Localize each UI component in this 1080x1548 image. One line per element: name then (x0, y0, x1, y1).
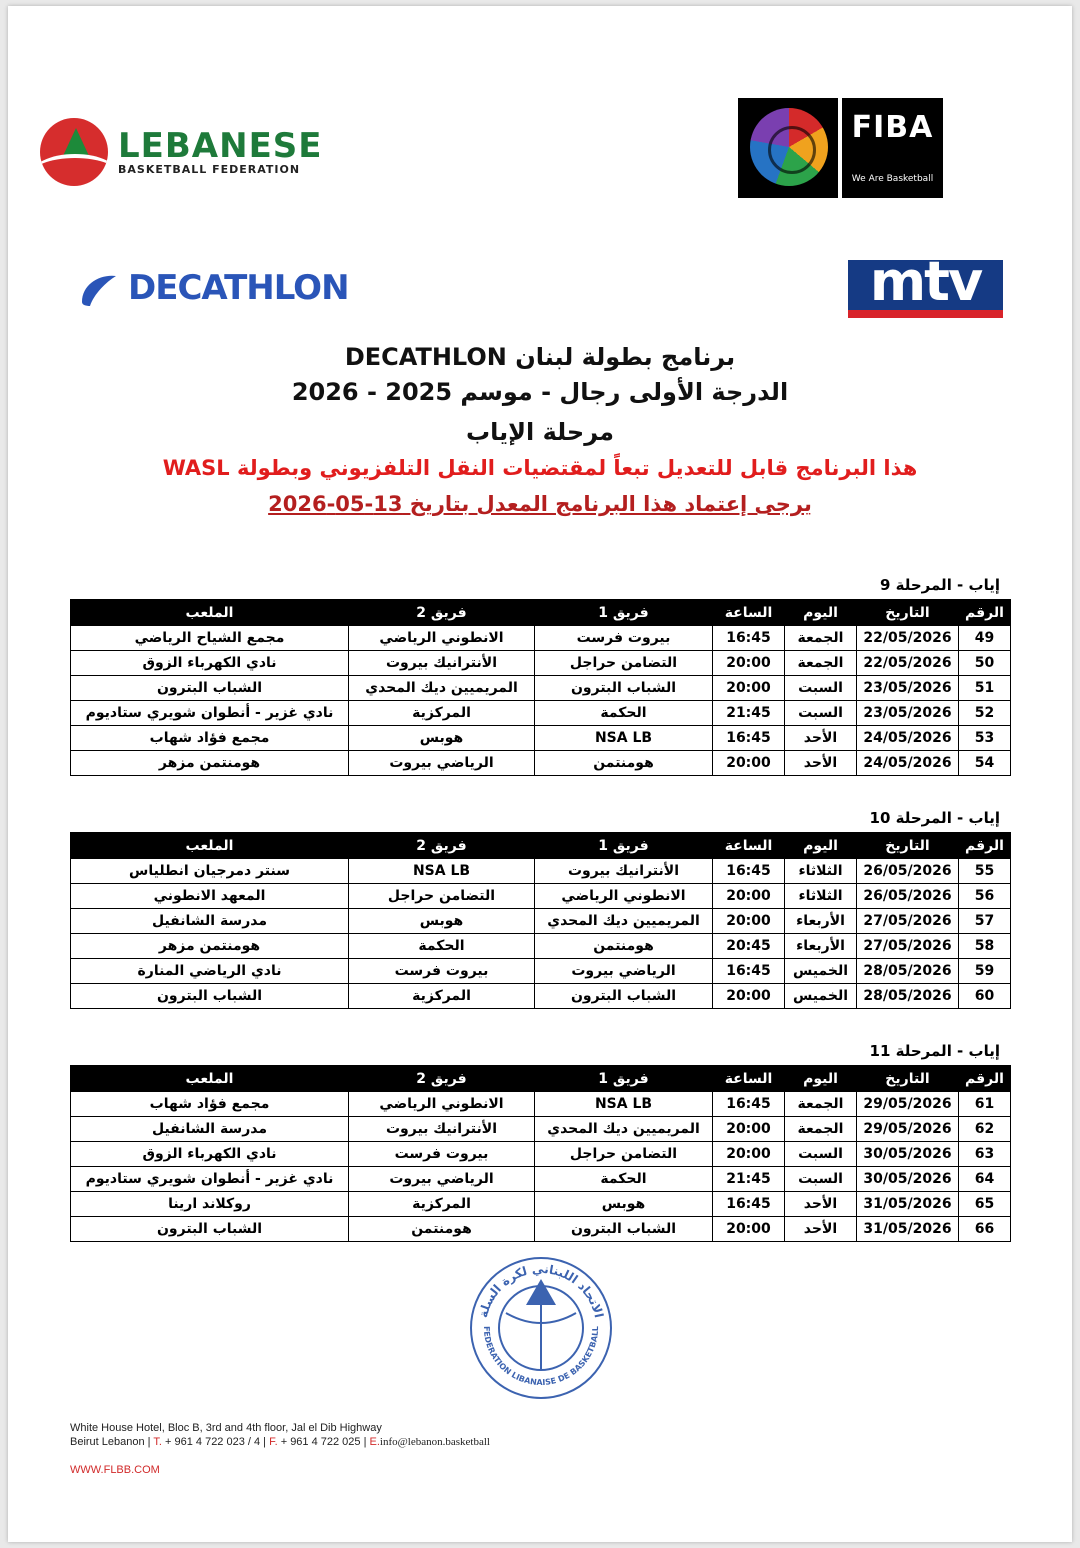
col-day: الجمعة (785, 1092, 857, 1117)
federation-stamp-icon (466, 1253, 616, 1403)
col-team1: بيروت فرست (535, 626, 713, 651)
schedule-table-stage-10 (70, 832, 1011, 1009)
col-day: السبت (785, 701, 857, 726)
footer-email[interactable]: info@lebanon.basketball (379, 1436, 490, 1448)
col-day: الثلاثاء (785, 859, 857, 884)
header-col-number: الرقم (959, 833, 1011, 859)
col-day: الأحد (785, 1192, 857, 1217)
col-venue: هومنتمن مزهر (71, 934, 349, 959)
decathlon-logo-text: DECATHLON (128, 268, 349, 308)
header-col-venue: الملعب (71, 1066, 349, 1092)
footer-fax-label: F. (269, 1436, 278, 1448)
col-venue: مجمع الشياح الرياضي (71, 626, 349, 651)
col-team1: الشباب البترون (535, 1217, 713, 1242)
header-col-team1: فريق 1 (535, 1066, 713, 1092)
col-number: 52 (959, 701, 1011, 726)
stage-title: إياب - المرحلة 9 (879, 576, 1000, 594)
col-team1: الانطوني الرياضي (535, 884, 713, 909)
col-team2: المركزية (349, 701, 535, 726)
col-time: 16:45 (713, 626, 785, 651)
col-day: الأربعاء (785, 934, 857, 959)
footer-email-label: E. (369, 1436, 380, 1448)
col-date: 26/05/2026 (857, 884, 959, 909)
col-team2: المركزية (349, 1192, 535, 1217)
footer-city: Beirut Lebanon | (70, 1436, 154, 1448)
col-team1: المريميين ديك المحدي (535, 909, 713, 934)
col-date: 22/05/2026 (857, 626, 959, 651)
col-number: 57 (959, 909, 1011, 934)
col-day: الأحد (785, 726, 857, 751)
col-team2: الانطوني الرياضي (349, 626, 535, 651)
header-col-team1: فريق 1 (535, 833, 713, 859)
table-row (71, 626, 1011, 651)
col-number: 51 (959, 676, 1011, 701)
footer-address: White House Hotel, Bloc B, 3rd and 4th floor, Jal el Dib Highway (70, 1422, 382, 1434)
table-row (71, 884, 1011, 909)
col-venue: هومنتمن مزهر (71, 751, 349, 776)
col-date: 28/05/2026 (857, 959, 959, 984)
col-team2: هوبس (349, 726, 535, 751)
col-venue: روكلاند ارينا (71, 1192, 349, 1217)
col-date: 29/05/2026 (857, 1092, 959, 1117)
col-date: 22/05/2026 (857, 651, 959, 676)
col-team1: التضامن حراجل (535, 651, 713, 676)
col-team2: الأنترانيك بيروت (349, 651, 535, 676)
col-team2: الرياضي بيروت (349, 751, 535, 776)
header-col-team1: فريق 1 (535, 600, 713, 626)
col-team1: هومنتمن (535, 934, 713, 959)
fiba-title: FIBA (851, 110, 934, 145)
decathlon-swoosh-icon (78, 272, 118, 308)
col-time: 20:00 (713, 884, 785, 909)
col-time: 16:45 (713, 859, 785, 884)
table-row (71, 751, 1011, 776)
col-date: 23/05/2026 (857, 701, 959, 726)
col-number: 62 (959, 1117, 1011, 1142)
col-number: 54 (959, 751, 1011, 776)
col-team1: الرياضي بيروت (535, 959, 713, 984)
col-day: الخميس (785, 959, 857, 984)
col-number: 50 (959, 651, 1011, 676)
col-number: 63 (959, 1142, 1011, 1167)
table-header-row (71, 600, 1011, 626)
table-header-row (71, 833, 1011, 859)
schedule-table-stage-11 (70, 1065, 1011, 1242)
col-day: الجمعة (785, 651, 857, 676)
col-team1: NSA LB (535, 1092, 713, 1117)
table-row (71, 1167, 1011, 1192)
header-col-team2: فريق 2 (349, 833, 535, 859)
col-number: 58 (959, 934, 1011, 959)
col-team2: الرياضي بيروت (349, 1167, 535, 1192)
header-col-day: اليوم (785, 833, 857, 859)
col-time: 16:45 (713, 1192, 785, 1217)
fiba-ball-icon (738, 98, 838, 198)
col-team1: الشباب البترون (535, 676, 713, 701)
col-venue: المعهد الانطوني (71, 884, 349, 909)
notice-line-1: هذا البرنامج قابل للتعديل تبعاً لمقتضيات النقل التلفزيوني وبطولة WASL (162, 456, 918, 480)
table-row (71, 701, 1011, 726)
col-day: الجمعة (785, 1117, 857, 1142)
col-number: 56 (959, 884, 1011, 909)
col-team1: هوبس (535, 1192, 713, 1217)
col-team1: الحكمة (535, 701, 713, 726)
footer-phone-label: T. (153, 1436, 162, 1448)
table-row (71, 651, 1011, 676)
table-row (71, 726, 1011, 751)
footer-fax: + 961 4 722 025 | (277, 1436, 370, 1448)
col-venue: سنتر دمرجيان انطلياس (71, 859, 349, 884)
col-venue: نادي الكهرباء الزوق (71, 1142, 349, 1167)
table-row (71, 1217, 1011, 1242)
header-col-number: الرقم (959, 600, 1011, 626)
col-date: 24/05/2026 (857, 751, 959, 776)
col-day: السبت (785, 676, 857, 701)
col-time: 20:00 (713, 984, 785, 1009)
col-day: الأحد (785, 751, 857, 776)
table-row (71, 984, 1011, 1009)
col-team2: هوبس (349, 909, 535, 934)
col-team1: الحكمة (535, 1167, 713, 1192)
col-day: الجمعة (785, 626, 857, 651)
col-date: 28/05/2026 (857, 984, 959, 1009)
mtv-logo-bar (848, 310, 1003, 318)
col-number: 60 (959, 984, 1011, 1009)
fiba-tagline: We Are Basketball (851, 174, 934, 184)
col-time: 20:00 (713, 751, 785, 776)
col-time: 16:45 (713, 959, 785, 984)
stage-title: إياب - المرحلة 11 (869, 1042, 1000, 1060)
col-date: 27/05/2026 (857, 934, 959, 959)
col-venue: مدرسة الشانفيل (71, 909, 349, 934)
col-time: 20:00 (713, 676, 785, 701)
lbf-logo-name: LEBANESE (118, 126, 323, 166)
col-date: 31/05/2026 (857, 1192, 959, 1217)
col-time: 20:45 (713, 934, 785, 959)
title-line-1: برنامج بطولة لبنان DECATHLON (344, 343, 736, 371)
header-col-day: اليوم (785, 1066, 857, 1092)
col-date: 31/05/2026 (857, 1217, 959, 1242)
header-col-date: التاريخ (857, 833, 959, 859)
lbf-logo-subtitle: BASKETBALL FEDERATION (118, 163, 301, 176)
col-date: 24/05/2026 (857, 726, 959, 751)
col-team2: بيروت فرست (349, 1142, 535, 1167)
col-team2: الحكمة (349, 934, 535, 959)
col-team1: الشباب البترون (535, 984, 713, 1009)
stamp-french-text: FEDERATION LIBANAISE DE BASKETBALL (481, 1325, 601, 1388)
table-header-row (71, 1066, 1011, 1092)
stage-title: إياب - المرحلة 10 (869, 809, 1000, 827)
header-col-venue: الملعب (71, 833, 349, 859)
header-col-number: الرقم (959, 1066, 1011, 1092)
col-venue: نادي الرياضي المنارة (71, 959, 349, 984)
table-row (71, 1117, 1011, 1142)
table-row (71, 1142, 1011, 1167)
col-day: الخميس (785, 984, 857, 1009)
col-team1: NSA LB (535, 726, 713, 751)
table-row (71, 1092, 1011, 1117)
col-number: 61 (959, 1092, 1011, 1117)
col-time: 21:45 (713, 701, 785, 726)
col-venue: مجمع فؤاد شهاب (71, 1092, 349, 1117)
col-number: 66 (959, 1217, 1011, 1242)
col-date: 26/05/2026 (857, 859, 959, 884)
col-venue: الشباب البترون (71, 676, 349, 701)
col-time: 20:00 (713, 651, 785, 676)
col-number: 65 (959, 1192, 1011, 1217)
footer-website-link[interactable]: WWW.FLBB.COM (70, 1464, 160, 1476)
col-team2: التضامن حراجل (349, 884, 535, 909)
mtv-logo (848, 260, 1003, 310)
col-team2: المريميين ديك المحدي (349, 676, 535, 701)
col-date: 27/05/2026 (857, 909, 959, 934)
title-line-2: الدرجة الأولى رجال - موسم 2025 - 2026 (291, 378, 789, 406)
col-date: 30/05/2026 (857, 1167, 959, 1192)
col-time: 20:00 (713, 1142, 785, 1167)
col-time: 16:45 (713, 726, 785, 751)
header-col-date: التاريخ (857, 600, 959, 626)
footer-contact (70, 1436, 490, 1448)
col-venue: الشباب البترون (71, 984, 349, 1009)
header-col-venue: الملعب (71, 600, 349, 626)
col-number: 64 (959, 1167, 1011, 1192)
mtv-logo-text: mtv (869, 260, 982, 310)
table-row (71, 934, 1011, 959)
col-time: 20:00 (713, 909, 785, 934)
col-team1: هومنتمن (535, 751, 713, 776)
col-day: السبت (785, 1167, 857, 1192)
col-time: 20:00 (713, 1217, 785, 1242)
col-date: 29/05/2026 (857, 1117, 959, 1142)
col-team2: الأنترانيك بيروت (349, 1117, 535, 1142)
col-day: السبت (785, 1142, 857, 1167)
table-row (71, 1192, 1011, 1217)
col-time: 20:00 (713, 1117, 785, 1142)
stamp-arabic-text: الاتحاد اللبناني لكرة السلة (476, 1261, 606, 1320)
col-date: 23/05/2026 (857, 676, 959, 701)
col-date: 30/05/2026 (857, 1142, 959, 1167)
col-time: 21:45 (713, 1167, 785, 1192)
col-team2: الانطوني الرياضي (349, 1092, 535, 1117)
col-venue: مجمع فؤاد شهاب (71, 726, 349, 751)
header-col-time: الساعة (713, 600, 785, 626)
col-number: 59 (959, 959, 1011, 984)
header-col-time: الساعة (713, 833, 785, 859)
header-col-team2: فريق 2 (349, 1066, 535, 1092)
col-venue: نادي غزير - أنطوان شويري ستاديوم (71, 1167, 349, 1192)
table-row (71, 909, 1011, 934)
col-venue: نادي غزير - أنطوان شويري ستاديوم (71, 701, 349, 726)
col-number: 55 (959, 859, 1011, 884)
header-col-time: الساعة (713, 1066, 785, 1092)
lbf-logo-icon (40, 118, 108, 186)
col-team1: الأنترانيك بيروت (535, 859, 713, 884)
schedule-table-stage-9 (70, 599, 1011, 776)
col-team1: المريميين ديك المحدي (535, 1117, 713, 1142)
title-line-3: مرحلة الإياب (465, 418, 615, 446)
col-team2: NSA LB (349, 859, 535, 884)
col-venue: مدرسة الشانفيل (71, 1117, 349, 1142)
col-team2: هومنتمن (349, 1217, 535, 1242)
col-venue: نادي الكهرباء الزوق (71, 651, 349, 676)
table-row (71, 676, 1011, 701)
notice-line-2: يرجى إعتماد هذا البرنامج المعدل بتاريخ 13-05-2026 (268, 492, 812, 516)
table-row (71, 859, 1011, 884)
col-team1: التضامن حراجل (535, 1142, 713, 1167)
header-col-team2: فريق 2 (349, 600, 535, 626)
col-number: 49 (959, 626, 1011, 651)
col-time: 16:45 (713, 1092, 785, 1117)
col-number: 53 (959, 726, 1011, 751)
col-team2: المركزية (349, 984, 535, 1009)
col-team2: بيروت فرست (349, 959, 535, 984)
header-col-day: اليوم (785, 600, 857, 626)
header-col-date: التاريخ (857, 1066, 959, 1092)
col-day: الأربعاء (785, 909, 857, 934)
col-day: الأحد (785, 1217, 857, 1242)
col-day: الثلاثاء (785, 884, 857, 909)
footer-phone: + 961 4 722 023 / 4 | (161, 1436, 270, 1448)
table-row (71, 959, 1011, 984)
fiba-logo (842, 98, 943, 198)
col-venue: الشباب البترون (71, 1217, 349, 1242)
